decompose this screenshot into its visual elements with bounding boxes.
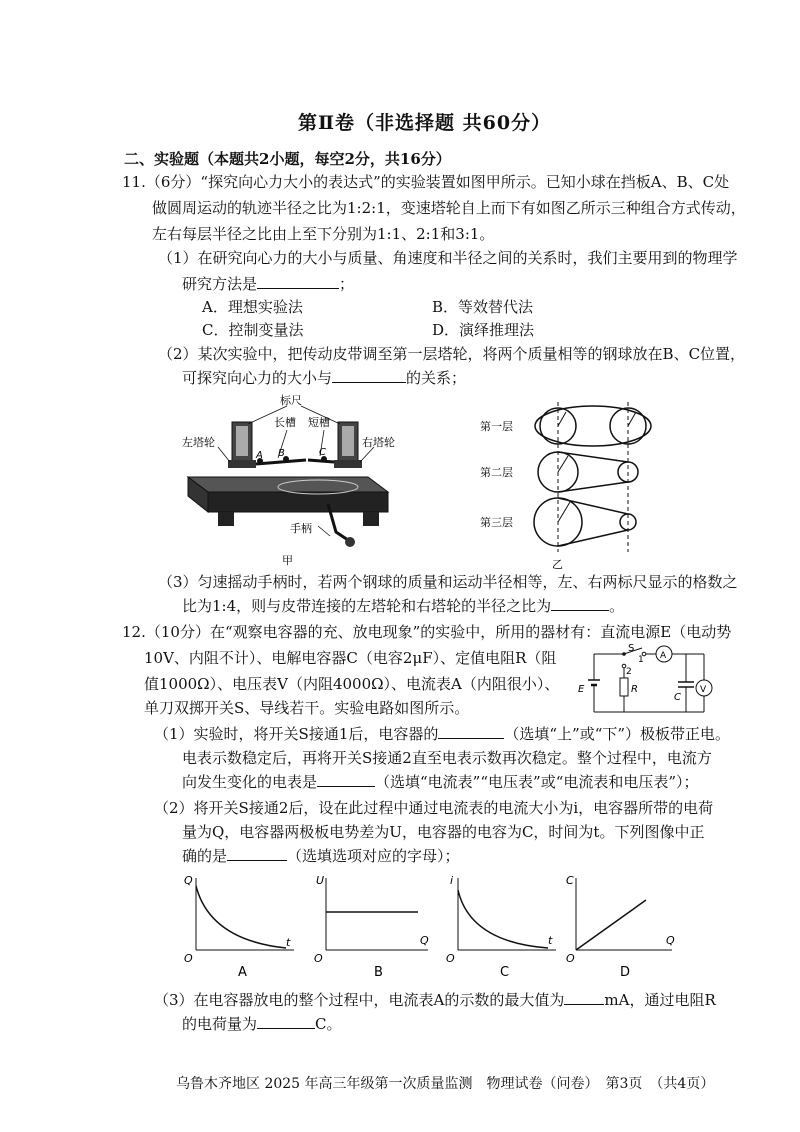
left-ruler-scale xyxy=(236,426,248,456)
origin-label: O xyxy=(184,952,193,965)
apparatus-base-front xyxy=(208,492,388,512)
caption-b: B xyxy=(374,965,383,980)
resistor xyxy=(620,678,628,696)
radius-line xyxy=(628,412,636,426)
label-short-slot: 短槽 xyxy=(308,416,330,429)
q12-p2-text-b: （选填选项对应的字母）； xyxy=(287,847,460,865)
decay-curve xyxy=(196,886,286,948)
x-label: Q xyxy=(420,934,429,947)
answer-blank[interactable] xyxy=(257,1014,315,1029)
q11-p3-text-a: 比为1:4，则与皮带连接的左塔轮和右塔轮的半径之比为 xyxy=(182,597,552,615)
q12-p1-line3 xyxy=(182,772,699,792)
q11-p3-line1: （3）匀速摇动手柄时，若两个钢球的质量和运动半径相等，左、右两标尺显示的格数之 xyxy=(158,573,738,591)
section-title: 第Ⅱ卷（非选择题 共60分） xyxy=(298,112,552,134)
label-layer2: 第二层 xyxy=(480,466,513,479)
part-heading: 二、实验题（本题共2小题，每空2分，共16分） xyxy=(124,150,451,168)
caption-d: D xyxy=(620,965,631,980)
label-layer1: 第一层 xyxy=(480,420,513,433)
origin-label: O xyxy=(446,952,455,965)
answer-blank[interactable] xyxy=(332,368,406,383)
origin-label: O xyxy=(314,952,323,965)
label-c: C xyxy=(319,447,326,458)
linear-line xyxy=(576,900,646,950)
label-v: V xyxy=(700,685,707,695)
long-slot xyxy=(256,460,306,464)
q11-intro-line3: 左右每层半径之比由上至下分别为1:1、2:1和3:1。 xyxy=(152,225,495,243)
y-label: Q xyxy=(184,874,193,887)
q12-p2-text-a: 确的是 xyxy=(182,847,228,865)
graph-d[interactable] xyxy=(566,874,675,980)
right-ruler-scale xyxy=(342,426,354,456)
q12-p3-text-c: 的电荷量为 xyxy=(182,1015,258,1033)
graph-c[interactable] xyxy=(446,874,556,980)
q12-p1-text-c: 向发生变化的电表是 xyxy=(182,773,318,791)
option-d: D．演绎推理法 xyxy=(432,321,535,339)
label-r: R xyxy=(631,684,638,695)
graph-a[interactable] xyxy=(184,874,294,980)
caption-a: A xyxy=(238,965,247,980)
q12-p2-line1: （2）将开关S接通2后，设在此过程中通过电流表的电流大小为i，电容器所带的电荷 xyxy=(154,799,714,817)
q12-p2-line2: 量为Q，电容器两极板电势差为U，电容器的电容为C，时间为t。下列图像中正 xyxy=(182,823,705,841)
q12-p3-line1 xyxy=(154,990,716,1010)
q11-p2-text-a: 可探究向心力的大小与 xyxy=(182,369,333,387)
label-s: S xyxy=(628,643,635,654)
answer-blank[interactable] xyxy=(257,274,339,289)
right-tower-wheel xyxy=(334,460,362,468)
q12-intro-line4: 单刀双掷开关S、导线若干。实验电路如图所示。 xyxy=(144,699,470,717)
answer-blank[interactable] xyxy=(317,772,375,787)
q12-p2-line3 xyxy=(182,846,460,866)
option-b: B．等效替代法 xyxy=(432,298,534,316)
leader-line xyxy=(218,447,230,462)
q12-p1-line1 xyxy=(154,724,730,744)
answer-blank[interactable] xyxy=(551,596,609,611)
label-left-wheel: 左塔轮 xyxy=(182,436,215,449)
page-footer: 乌鲁木齐地区 2025 年高三年级第一次质量监测 物理试卷（问卷） 第3页 （共4页） xyxy=(176,1076,715,1092)
q11-p1-line1: （1）在研究向心力的大小与质量、角速度和半径之间的关系时，我们主要用到的物理学 xyxy=(158,249,738,267)
label-b: B xyxy=(278,448,285,459)
option-c: C．控制变量法 xyxy=(202,321,304,339)
y-label: i xyxy=(450,874,454,887)
label-long-slot: 长槽 xyxy=(274,416,296,429)
origin-label: O xyxy=(566,952,575,965)
short-slot xyxy=(308,460,334,462)
q11-intro-line1: 11.（6分）“探究向心力大小的表达式”的实验装置如图甲所示。已知小球在挡板A、B、C处 xyxy=(122,173,730,191)
q12-p1-text-a: （1）实验时，将开关S接通1后，电容器的 xyxy=(154,725,439,743)
radius-line xyxy=(558,502,570,522)
label-contact-2: 2 xyxy=(626,667,632,677)
radius-line xyxy=(558,412,566,426)
answer-blank[interactable] xyxy=(438,724,504,739)
q11-p1-text: 研究方法是 xyxy=(182,275,258,293)
q11-p1-end: ； xyxy=(339,275,355,293)
label-c: C xyxy=(674,692,681,703)
apparatus-leg xyxy=(363,512,379,526)
x-label: t xyxy=(548,934,553,947)
label-contact-1: 1 xyxy=(638,655,644,665)
belt-layer1 xyxy=(535,406,651,446)
leader-line xyxy=(360,447,374,462)
q12-intro-line2: 10V、内阻不计）、电解电容器C（电容2μF）、定值电阻R（阻 xyxy=(144,649,557,667)
label-e: E xyxy=(578,684,585,695)
decay-curve xyxy=(458,890,548,948)
q12-intro-line1: 12.（10分）在“观察电容器的充、放电现象”的实验中，所用的器材有：直流电源E（电动势 xyxy=(122,623,732,641)
label-layer3: 第三层 xyxy=(480,516,513,529)
caption-c: C xyxy=(500,965,510,980)
q11-p3-text-b: 。 xyxy=(609,597,625,615)
x-label: Q xyxy=(666,934,675,947)
circuit-diagram xyxy=(576,642,716,718)
q12-p1-line2: 电表示数稳定后，再将开关S接通2直至电表示数再次稳定。整个过程中，电流方 xyxy=(182,749,712,767)
apparatus-leg xyxy=(218,512,234,526)
caption-yi: 乙 xyxy=(552,558,563,571)
q12-p1-text-b: （选填“上”或“下”）极板带正电。 xyxy=(504,725,731,743)
caption-jia: 甲 xyxy=(282,554,293,567)
q12-p3-line2 xyxy=(182,1014,342,1034)
label-handle: 手柄 xyxy=(290,522,312,535)
left-tower-wheel xyxy=(228,460,256,468)
q11-p2-text-b: 的关系； xyxy=(406,369,467,387)
figure-yi-combinations xyxy=(480,402,680,578)
answer-blank[interactable] xyxy=(227,846,287,861)
option-a: A．理想实验法 xyxy=(202,298,303,316)
label-a: A xyxy=(256,450,263,461)
leader-line xyxy=(318,526,330,536)
q12-p3-text-a: （3）在电容器放电的整个过程中，电流表A的示数的最大值为 xyxy=(154,991,565,1009)
q12-intro-line3: 值1000Ω）、电压表V（内阻4000Ω）、电流表A（内阻很小）、 xyxy=(144,675,560,693)
apparatus-top-surface xyxy=(188,477,388,492)
switch-pivot xyxy=(622,652,626,656)
q11-p3-line2 xyxy=(182,596,624,616)
x-label: t xyxy=(286,936,291,949)
q11-p2-line1: （2）某次实验中，把传动皮带调至第一层塔轮，将两个质量相等的钢球放在B、C位置， xyxy=(158,345,746,363)
y-label: U xyxy=(316,874,325,887)
label-right-wheel: 右塔轮 xyxy=(362,436,395,449)
q12-p1-text-d: （选填“电流表”“电压表”或“电流表和电压表”）； xyxy=(375,773,699,791)
label-ruler: 标尺 xyxy=(280,394,302,407)
q11-intro-line2: 做圆周运动的轨迹半径之比为1:2:1，变速塔轮自上而下有如图乙所示三种组合方式传动， xyxy=(152,199,746,217)
q11-p2-line2 xyxy=(182,368,466,388)
graph-options xyxy=(176,870,696,982)
y-label: C xyxy=(566,874,574,887)
label-a: A xyxy=(660,651,667,661)
graph-b[interactable] xyxy=(314,874,429,980)
figure-jia-apparatus xyxy=(178,392,398,582)
radius-line xyxy=(558,456,568,472)
handle-knob xyxy=(345,537,355,547)
q11-p1-line2 xyxy=(182,274,354,294)
answer-blank[interactable] xyxy=(564,990,604,1005)
q12-p3-text-b: mA，通过电阻R xyxy=(604,991,716,1009)
q12-p3-text-d: C。 xyxy=(315,1015,342,1033)
